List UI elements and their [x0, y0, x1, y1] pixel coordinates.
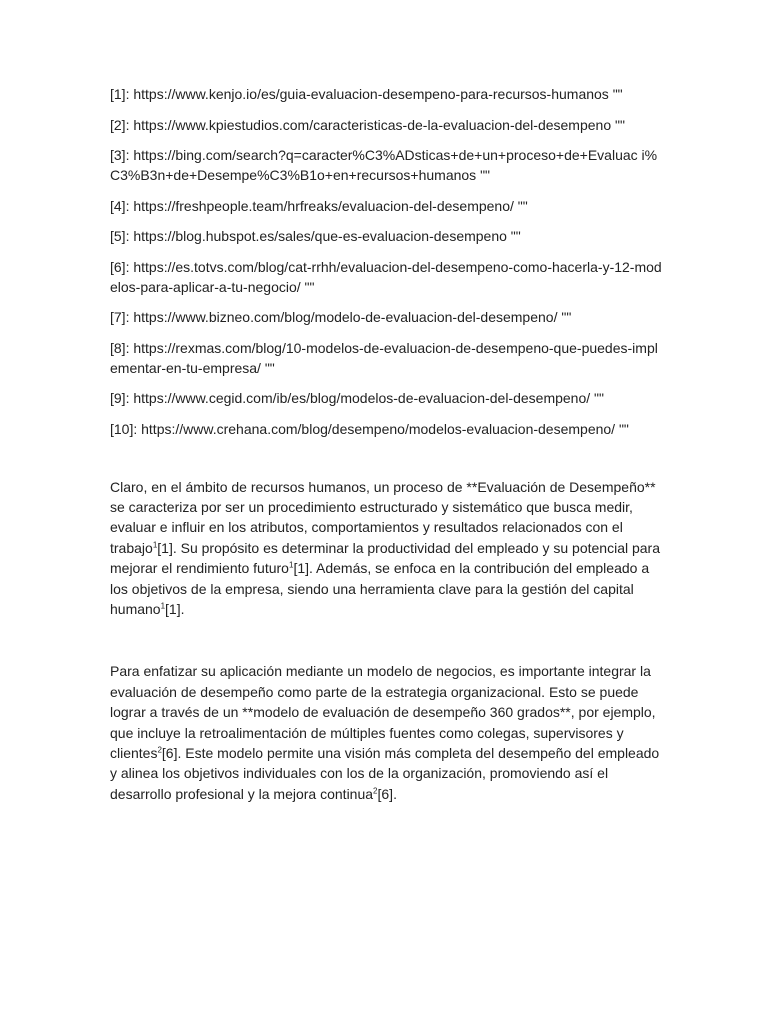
- document-page: [110, 84, 662, 804]
- paragraph-text: [1].: [165, 600, 185, 617]
- paragraph-text: [6]. Este modelo permite una visión más completa del desempeño del empleado y alinea los objetivos individuales con los de la organización, promoviendo así el desarrollo profesional y la mejora continua: [110, 744, 660, 802]
- citation-superscript: 1: [160, 601, 166, 611]
- reference-item: [8]: https://rexmas.com/blog/10-modelos-de-evaluacion-de-desempeno-que-puedes-implementar-en-tu-empresa/ "": [110, 339, 658, 376]
- reference-item: [10]: https://www.crehana.com/blog/desempeno/modelos-evaluacion-desempeno/ "": [110, 420, 629, 437]
- citation-superscript: 2: [373, 786, 378, 796]
- reference-item: [6]: https://es.totvs.com/blog/cat-rrhh/evaluacion-del-desempeno-como-hacerla-y-12-modelos-para-aplicar-a-tu-negocio/ "": [110, 258, 662, 295]
- reference-item: [5]: https://blog.hubspot.es/sales/que-es-evaluacion-desempeno "": [110, 228, 521, 244]
- body-paragraph-evaluacion: [110, 477, 662, 620]
- reference-item: [2]: https://www.kpiestudios.com/caracteristicas-de-la-evaluacion-del-desempeno "": [110, 116, 625, 133]
- citation-superscript: 1: [288, 560, 294, 570]
- reference-item: [1]: https://www.kenjo.io/es/guia-evaluacion-desempeno-para-recursos-humanos "": [110, 86, 623, 102]
- reference-item: [3]: https://bing.com/search?q=caracter%C3%ADsticas+de+un+proceso+de+Evaluac i%C3%B3n+de+Desempe%C3%B1o+en+recursos+humanos "": [110, 147, 658, 183]
- body-paragraph-modelo-negocios: [110, 661, 662, 804]
- paragraph-text: [1]. Su propósito es determinar la productividad del empleado y su potencial para mejorar el rendimiento futuro: [110, 539, 661, 577]
- paragraph-text: [6].: [377, 785, 397, 802]
- citation-superscript: 1: [152, 540, 158, 550]
- paragraph-text: Para enfatizar su aplicación mediante un modelo de negocios, es importante integrar la evaluación de desempeño como parte de la estrategia organizacional. Esto se puede lograr a través de un **modelo de evaluación de desempeño 360 grados**, por ejemplo, que incluye la retroalimentación de múltiples fuentes como colegas, supervisores y clientes: [110, 663, 656, 761]
- reference-item: [4]: https://freshpeople.team/hrfreaks/evaluacion-del-desempeno/ "": [110, 197, 528, 214]
- reference-item: [9]: https://www.cegid.com/ib/es/blog/modelos-de-evaluacion-del-desempeno/ "": [110, 390, 604, 406]
- paragraph-text: Claro, en el ámbito de recursos humanos, un proceso de **Evaluación de Desempeño** se caracteriza por ser un procedimiento estructurado y sistemático que busca medir, evaluar e influir en los atributos, comportamientos y resultados relacionados con el trabajo: [110, 478, 656, 556]
- reference-list: [110, 84, 662, 439]
- reference-item: [7]: https://www.bizneo.com/blog/modelo-de-evaluacion-del-desempeno/ "": [110, 309, 572, 325]
- paragraph-text: [1]. Además, se enfoca en la contribución del empleado a los objetivos de la empresa, siendo una herramienta clave para la gestión del capital humano: [110, 560, 650, 617]
- citation-superscript: 2: [157, 745, 162, 755]
